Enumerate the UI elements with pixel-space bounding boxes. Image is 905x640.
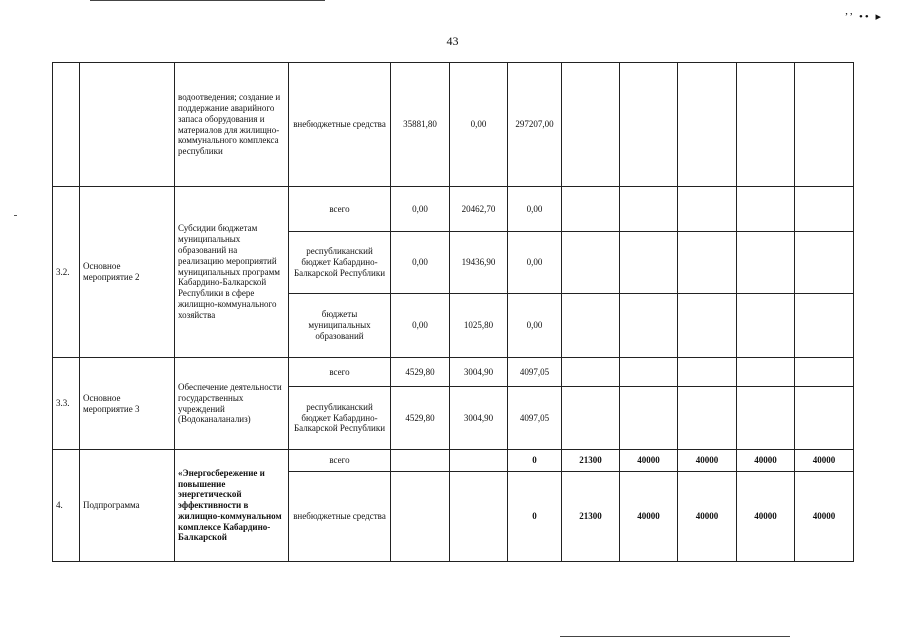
value-cell bbox=[737, 187, 795, 232]
value-cell bbox=[678, 387, 737, 450]
value-cell: 0,00 bbox=[508, 187, 562, 232]
value-cell bbox=[737, 63, 795, 187]
value-cell bbox=[737, 232, 795, 294]
value-cell bbox=[737, 358, 795, 387]
funding-source: всего bbox=[289, 450, 391, 472]
program-description: Субсидии бюджетам муниципальных образований на реализацию мероприятий муниципальных программ Кабардино-Балкарской Республики в сфере жилищно-коммунального хозяйства bbox=[175, 187, 289, 358]
value-cell bbox=[678, 358, 737, 387]
program-name: Основное мероприятие 3 bbox=[80, 358, 175, 450]
value-cell bbox=[795, 358, 854, 387]
value-cell bbox=[795, 232, 854, 294]
value-cell: 0,00 bbox=[391, 232, 450, 294]
value-cell bbox=[737, 294, 795, 358]
value-cell: 4529,80 bbox=[391, 387, 450, 450]
value-cell bbox=[620, 387, 678, 450]
value-cell: 4529,80 bbox=[391, 358, 450, 387]
value-cell: 4097,05 bbox=[508, 387, 562, 450]
value-cell bbox=[450, 472, 508, 562]
value-cell: 19436,90 bbox=[450, 232, 508, 294]
value-cell: 40000 bbox=[620, 450, 678, 472]
margin-mark bbox=[14, 215, 17, 216]
value-cell bbox=[562, 387, 620, 450]
value-cell: 4097,05 bbox=[508, 358, 562, 387]
value-cell: 0,00 bbox=[391, 294, 450, 358]
value-cell bbox=[620, 358, 678, 387]
table-row bbox=[53, 450, 854, 472]
value-cell bbox=[678, 187, 737, 232]
program-description: водоотведения; создание и поддержание аварийного запаса оборудования и материалов для жилищно-коммунального комплекса республики bbox=[175, 63, 289, 187]
value-cell bbox=[678, 294, 737, 358]
value-cell bbox=[562, 294, 620, 358]
value-cell: 1025,80 bbox=[450, 294, 508, 358]
value-cell: 3004,90 bbox=[450, 387, 508, 450]
funding-source: республиканский бюджет Кабардино-Балкарской Республики bbox=[289, 232, 391, 294]
value-cell: 40000 bbox=[620, 472, 678, 562]
value-cell bbox=[795, 387, 854, 450]
funding-source: республиканский бюджет Кабардино-Балкарской Республики bbox=[289, 387, 391, 450]
value-cell: 21300 bbox=[562, 450, 620, 472]
program-name: Подпрограмма bbox=[80, 450, 175, 562]
program-description: «Энергосбережение и повышение энергетической эффективности в жилищно-коммунальном комплексе Кабардино-Балкарской bbox=[175, 450, 289, 562]
funding-source: внебюджетные средства bbox=[289, 472, 391, 562]
value-cell: 40000 bbox=[678, 450, 737, 472]
funding-source: всего bbox=[289, 187, 391, 232]
value-cell bbox=[678, 232, 737, 294]
row-number bbox=[53, 63, 80, 187]
value-cell bbox=[391, 472, 450, 562]
table-row bbox=[53, 358, 854, 387]
value-cell: 297207,00 bbox=[508, 63, 562, 187]
table-row bbox=[53, 187, 854, 232]
value-cell: 40000 bbox=[795, 472, 854, 562]
value-cell bbox=[678, 63, 737, 187]
budget-table bbox=[52, 62, 854, 562]
value-cell: 20462,70 bbox=[450, 187, 508, 232]
value-cell bbox=[620, 294, 678, 358]
value-cell: 0,00 bbox=[508, 294, 562, 358]
value-cell: 0,00 bbox=[508, 232, 562, 294]
value-cell bbox=[795, 63, 854, 187]
table-row bbox=[53, 63, 854, 187]
page-number: 43 bbox=[446, 34, 459, 48]
value-cell: 40000 bbox=[795, 450, 854, 472]
value-cell bbox=[562, 358, 620, 387]
row-number: 3.3. bbox=[53, 358, 80, 450]
program-name: Основное мероприятие 2 bbox=[80, 187, 175, 358]
corner-marks: ’’ •• ▸ bbox=[844, 11, 883, 23]
row-number: 3.2. bbox=[53, 187, 80, 358]
value-cell bbox=[620, 232, 678, 294]
value-cell: 21300 bbox=[562, 472, 620, 562]
value-cell: 40000 bbox=[737, 472, 795, 562]
value-cell: 0,00 bbox=[450, 63, 508, 187]
value-cell: 3004,90 bbox=[450, 358, 508, 387]
value-cell bbox=[391, 450, 450, 472]
funding-source: всего bbox=[289, 358, 391, 387]
value-cell: 0 bbox=[508, 472, 562, 562]
value-cell bbox=[450, 450, 508, 472]
funding-source: бюджеты муниципальных образований bbox=[289, 294, 391, 358]
value-cell bbox=[562, 187, 620, 232]
value-cell: 40000 bbox=[678, 472, 737, 562]
value-cell: 0,00 bbox=[391, 187, 450, 232]
row-number: 4. bbox=[53, 450, 80, 562]
value-cell bbox=[795, 187, 854, 232]
bottom-rule bbox=[560, 636, 790, 637]
value-cell bbox=[562, 63, 620, 187]
value-cell bbox=[620, 63, 678, 187]
program-name bbox=[80, 63, 175, 187]
value-cell bbox=[620, 187, 678, 232]
top-rule bbox=[90, 0, 325, 1]
value-cell bbox=[737, 387, 795, 450]
value-cell bbox=[562, 232, 620, 294]
value-cell: 35881,80 bbox=[391, 63, 450, 187]
value-cell: 0 bbox=[508, 450, 562, 472]
program-description: Обеспечение деятельности государственных учреждений (Водоканаланализ) bbox=[175, 358, 289, 450]
funding-source: внебюджетные средства bbox=[289, 63, 391, 187]
value-cell bbox=[795, 294, 854, 358]
value-cell: 40000 bbox=[737, 450, 795, 472]
table-body bbox=[53, 63, 854, 562]
